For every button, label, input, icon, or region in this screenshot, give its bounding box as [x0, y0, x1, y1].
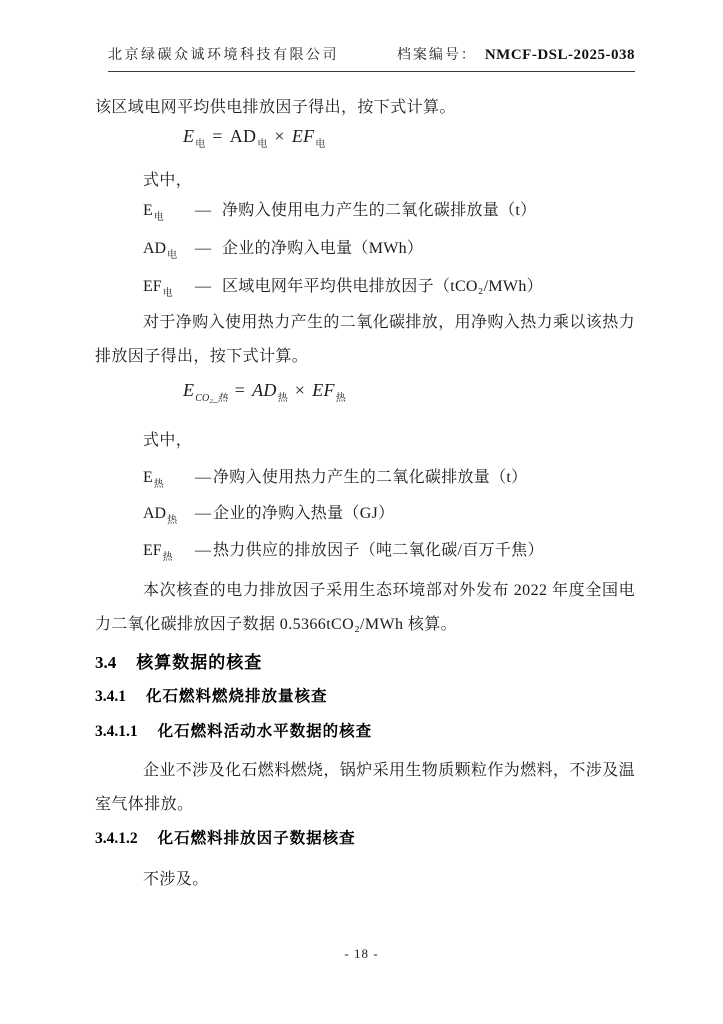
section-heading-3-4-1	[95, 684, 328, 706]
formula-heat-AD-subscript: 热	[277, 393, 288, 404]
header-doc-number-group	[397, 44, 635, 64]
definition-symbol: AD电	[143, 240, 178, 261]
formula-elec-EF-subscript: 电	[315, 139, 326, 150]
paragraph-biomass: 企业不涉及化石燃料燃烧，锅炉采用生物质颗粒作为燃料，不涉及温室气体排放。	[95, 762, 636, 813]
formula-heat-EF: EF	[312, 380, 335, 400]
formula-elec-AD-subscript: 电	[257, 139, 268, 150]
section-number: 3.4.1	[95, 688, 126, 705]
section-title: 化石燃料燃烧排放量核查	[146, 688, 328, 705]
page-number: - 18 -	[344, 946, 379, 961]
definition-dash: —	[195, 542, 211, 559]
definition-row-AD-elec	[143, 236, 423, 264]
equals-sign: =	[234, 380, 246, 400]
section-number: 3.4.1.1	[95, 723, 138, 740]
section-heading-3-4-1-1	[95, 719, 372, 741]
definition-dash: —	[195, 505, 211, 522]
definition-row-E-elec	[143, 198, 536, 226]
definition-text: 热力供应的排放因子（吨二氧化碳/百万千焦）	[213, 542, 544, 559]
multiply-sign: ×	[274, 126, 285, 146]
definition-dash: —	[195, 202, 211, 219]
section-title: 核算数据的核查	[136, 653, 263, 672]
section-number: 3.4	[95, 653, 117, 672]
section-heading-3-4-1-2	[95, 826, 356, 848]
formula-heat	[183, 380, 346, 404]
formula-heat-EF-subscript: 热	[335, 393, 346, 404]
definition-row-EF-elec	[143, 274, 543, 302]
definition-dash: —	[195, 278, 211, 295]
definition-dash: —	[195, 240, 211, 257]
definition-text: 企业的净购入电量（MWh）	[222, 240, 424, 257]
definition-row-AD-heat	[143, 501, 394, 529]
definition-row-E-heat	[143, 465, 527, 493]
section-heading-3-4	[95, 648, 262, 673]
section-number: 3.4.1.2	[95, 830, 138, 847]
section-title: 化石燃料排放因子数据核查	[157, 830, 356, 847]
multiply-sign: ×	[294, 380, 306, 400]
paragraph-heat-intro: 对于净购入使用热力产生的二氧化碳排放，用净购入热力乘以该热力排放因子得出，按下式计算。	[95, 314, 636, 365]
header-company-name: 北京绿碳众诚环境科技有限公司	[108, 48, 339, 63]
formula-elec-E-subscript: 电	[195, 139, 206, 150]
page-header	[108, 44, 635, 72]
formula-electricity	[183, 126, 326, 150]
definition-row-EF-heat	[143, 538, 544, 566]
paragraph-grid-factor-intro: 该区域电网平均供电排放因子得出，按下式计算。	[95, 99, 456, 116]
definition-symbol: EF热	[143, 542, 173, 563]
definition-text: 净购入使用电力产生的二氧化碳排放量（t）	[222, 202, 537, 219]
paragraph-not-applicable: 不涉及。	[143, 871, 209, 888]
doc-number-value: NMCF-DSL-2025-038	[484, 47, 635, 63]
definition-text: 企业的净购入热量（GJ）	[213, 505, 395, 522]
paragraph-emission-factor: 本次核查的电力排放因子采用生态环境部对外发布 2022 年度全国电力二氧化碳排放因子数据 0.5366tCO₂/MWh 核算。	[95, 582, 635, 633]
formula-elec-EF: EF	[291, 126, 315, 146]
where-label-heat: 式中，	[143, 432, 193, 449]
definition-symbol: EF电	[143, 278, 173, 299]
formula-heat-AD: AD	[252, 380, 277, 400]
doc-number-label: 档案编号：	[396, 48, 477, 63]
definition-dash: —	[195, 469, 211, 486]
definition-text: 净购入使用热力产生的二氧化碳排放量（t）	[213, 469, 528, 486]
formula-heat-E: E	[183, 380, 195, 400]
section-title: 化石燃料活动水平数据的核查	[157, 723, 373, 740]
definition-text: 区域电网年平均供电排放因子（tCO₂/MWh）	[222, 278, 543, 295]
equals-sign: =	[212, 126, 223, 146]
definition-symbol: E电	[143, 202, 164, 223]
formula-heat-E-subscript: CO₂_热	[195, 393, 228, 404]
formula-elec-E: E	[183, 126, 195, 146]
formula-elec-AD: AD	[229, 126, 257, 146]
where-label-electricity: 式中，	[143, 172, 193, 189]
definition-symbol: AD热	[143, 505, 178, 526]
definition-symbol: E热	[143, 469, 164, 490]
